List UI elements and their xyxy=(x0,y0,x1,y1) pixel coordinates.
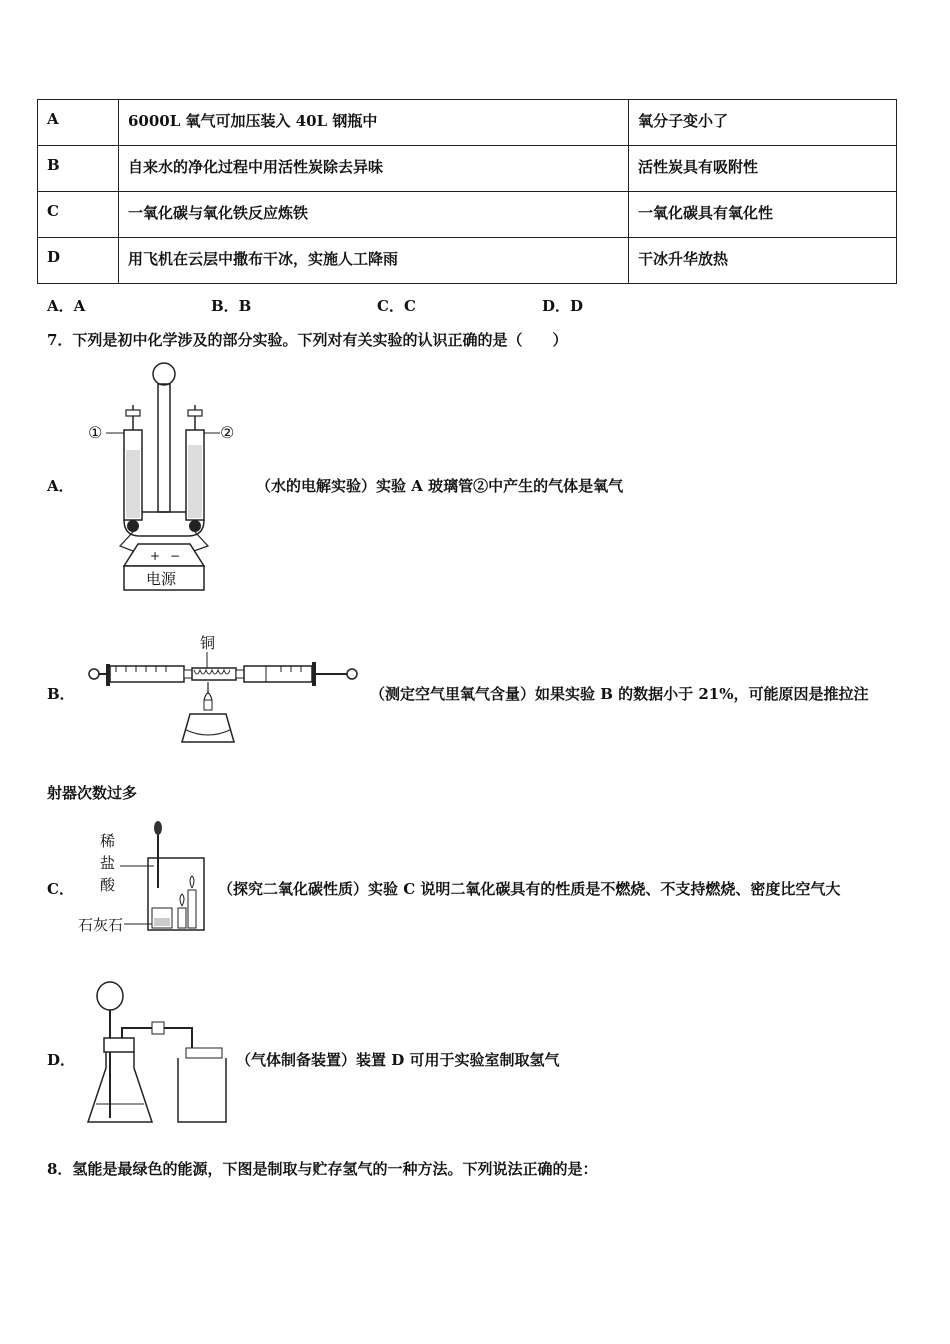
row-letter: A xyxy=(38,100,119,146)
acid-label-2: 盐 xyxy=(100,854,116,872)
option-d-label: D． xyxy=(47,1051,76,1069)
row-fact: 一氧化碳与氧化铁反应炼铁 xyxy=(119,192,629,238)
choice-a: A．A xyxy=(47,297,86,315)
row-letter: C xyxy=(38,192,119,238)
acid-label-1: 稀 xyxy=(100,832,116,850)
table-row xyxy=(38,146,897,192)
row-explanation: 氧分子变小了 xyxy=(629,100,897,146)
option-c-label: C． xyxy=(47,880,74,898)
row-explanation: 干冰升华放热 xyxy=(629,238,897,284)
power-label: 电源 xyxy=(146,570,177,588)
acid-label-3: 酸 xyxy=(100,876,116,894)
question-8-stem: 8．氢能是最绿色的能源，下图是制取与贮存氢气的一种方法。下列说法正确的是： xyxy=(47,1160,598,1178)
row-letter: B xyxy=(38,146,119,192)
row-fact: 自来水的净化过程中用活性炭除去异味 xyxy=(119,146,629,192)
limestone-label: 石灰石 xyxy=(78,916,124,934)
option-a-text: （水的电解实验）实验 A 玻璃管②中产生的气体是氧气 xyxy=(256,477,624,495)
choice-d: D．D xyxy=(542,297,584,315)
option-a-label: A． xyxy=(47,477,74,495)
tube-1-label: ① xyxy=(88,423,103,442)
row-explanation: 一氧化碳具有氧化性 xyxy=(629,192,897,238)
option-b-label: B． xyxy=(47,685,75,703)
plus-label: + xyxy=(150,549,161,563)
choice-b: B．B xyxy=(211,297,252,315)
row-explanation: 活性炭具有吸附性 xyxy=(629,146,897,192)
tube-2-label: ② xyxy=(220,423,235,442)
table-row xyxy=(38,238,897,284)
row-fact: 用飞机在云层中撒布干冰，实施人工降雨 xyxy=(119,238,629,284)
choice-c: C．C xyxy=(377,297,416,315)
option-c-text: （探究二氧化碳性质）实验 C 说明二氧化碳具有的性质是不燃烧、不支持燃烧、密度比空气大 xyxy=(218,880,841,898)
minus-label: − xyxy=(170,549,181,563)
row-fact: 6000L 氧气可加压装入 40L 钢瓶中 xyxy=(119,100,629,146)
row-letter: D xyxy=(38,238,119,284)
option-d-text: （气体制备装置）装置 D 可用于实验室制取氢气 xyxy=(236,1051,560,1069)
gas-apparatus-figure xyxy=(82,978,232,1130)
co2-figure xyxy=(78,818,212,936)
electrolysis-figure xyxy=(80,360,250,592)
table-row xyxy=(38,192,897,238)
copper-label: 铜 xyxy=(200,634,216,652)
options-table xyxy=(37,99,897,284)
option-b-text: （测定空气里氧气含量）如果实验 B 的数据小于 21%，可能原因是推拉注 xyxy=(370,685,869,703)
table-row xyxy=(38,100,897,146)
option-b-text-cont: 射器次数过多 xyxy=(47,784,138,802)
syringe-figure xyxy=(86,630,358,748)
question-7-stem: 7．下列是初中化学涉及的部分实验。下列对有关实验的认识正确的是（ ） xyxy=(47,331,568,349)
